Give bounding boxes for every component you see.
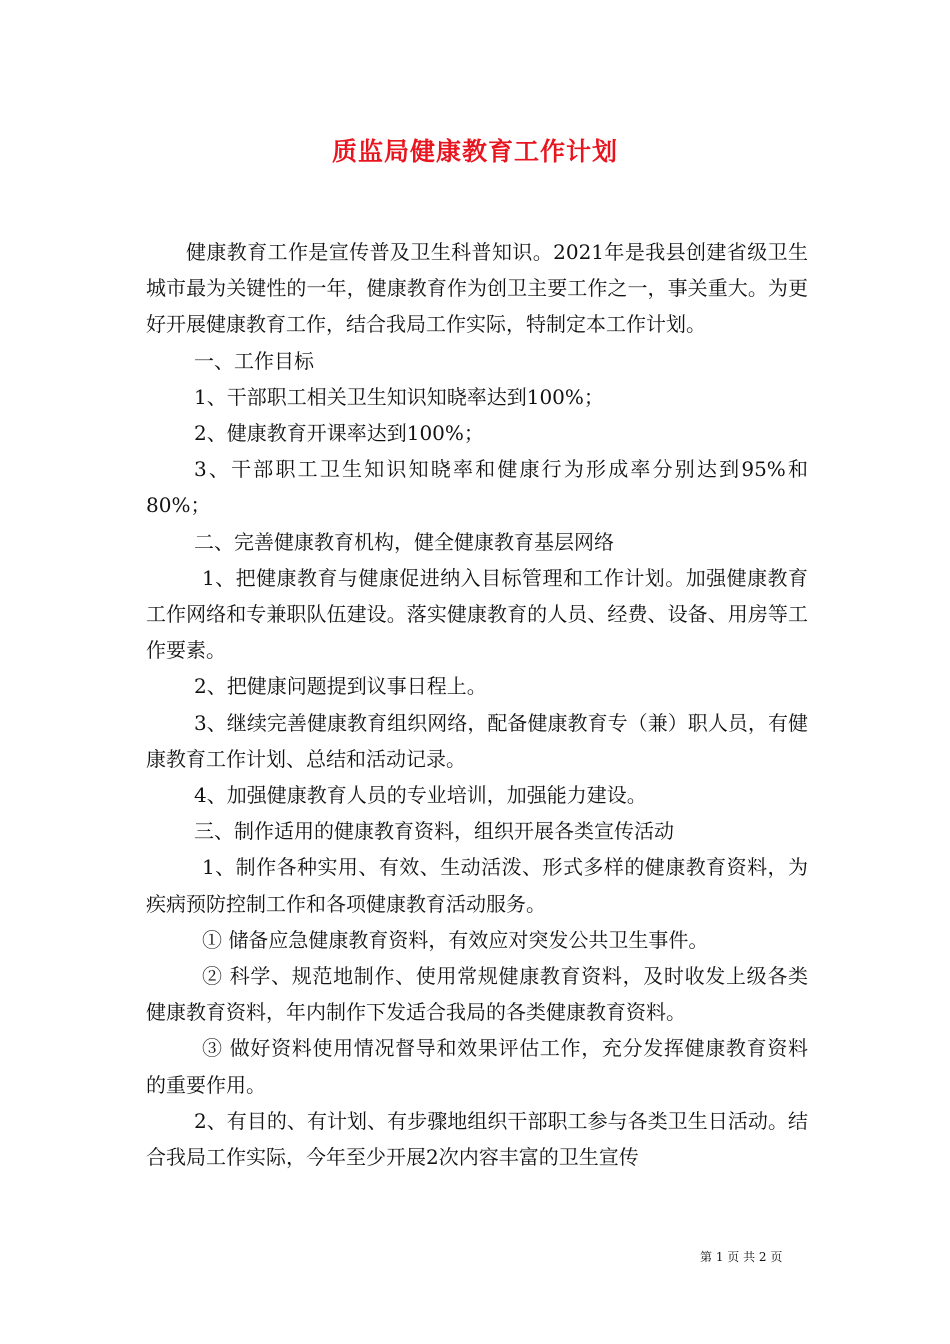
list-item: 2、把健康问题提到议事日程上。 [194,674,487,699]
list-item: 4、加强健康教育人员的专业培训，加强能力建设。 [194,783,647,808]
document-body [146,234,808,1175]
sub-list-item: ① 储备应急健康教育资料，有效应对突发公共卫生事件。 [202,927,709,952]
page-number: 第 1 页 共 2 页 [700,1250,783,1264]
list-item: 3、干部职工卫生知识知晓率和健康行为形成率分别达到95%和80%； [146,457,808,518]
sub-list-item: ③ 做好资料使用情况督导和效果评估工作，充分发挥健康教育资料的重要作用。 [146,1036,808,1097]
section-heading-2: 二、完善健康教育机构，健全健康教育基层网络 [194,529,614,554]
intro-paragraph: 健康教育工作是宣传普及卫生科普知识。2021年是我县创建省级卫生城市最为关键性的一年，健康教育作为创卫主要工作之一，事关重大。为更好开展健康教育工作，结合我局工作实际，特制定本工作计划。 [146,240,808,337]
list-item: 1、把健康教育与健康促进纳入目标管理和工作计划。加强健康教育工作网络和专兼职队伍建设。落实健康教育的人员、经费、设备、用房等工作要素。 [146,565,808,663]
list-item: 2、健康教育开课率达到100%； [194,421,484,446]
list-item: 1、制作各种实用、有效、生动活泼、形式多样的健康教育资料，为疾病预防控制工作和各项健康教育活动服务。 [146,855,808,916]
section-heading-1: 一、工作目标 [194,348,314,373]
section-heading-3: 三、制作适用的健康教育资料，组织开展各类宣传活动 [194,819,674,844]
document-title: 质监局健康教育工作计划 [331,137,618,166]
list-item: 3、继续完善健康教育组织网络，配备健康教育专（兼）职人员，有健康教育工作计划、总结和活动记录。 [146,710,808,771]
list-item: 1、干部职工相关卫生知识知晓率达到100%； [194,384,604,409]
list-item: 2、有目的、有计划、有步骤地组织干部职工参与各类卫生日活动。结合我局工作实际，今年至少开展2次内容丰富的卫生宣传 [146,1108,808,1170]
sub-list-item: ② 科学、规范地制作、使用常规健康教育资料，及时收发上级各类健康教育资料，年内制作下发适合我局的各类健康教育资料。 [146,964,808,1025]
